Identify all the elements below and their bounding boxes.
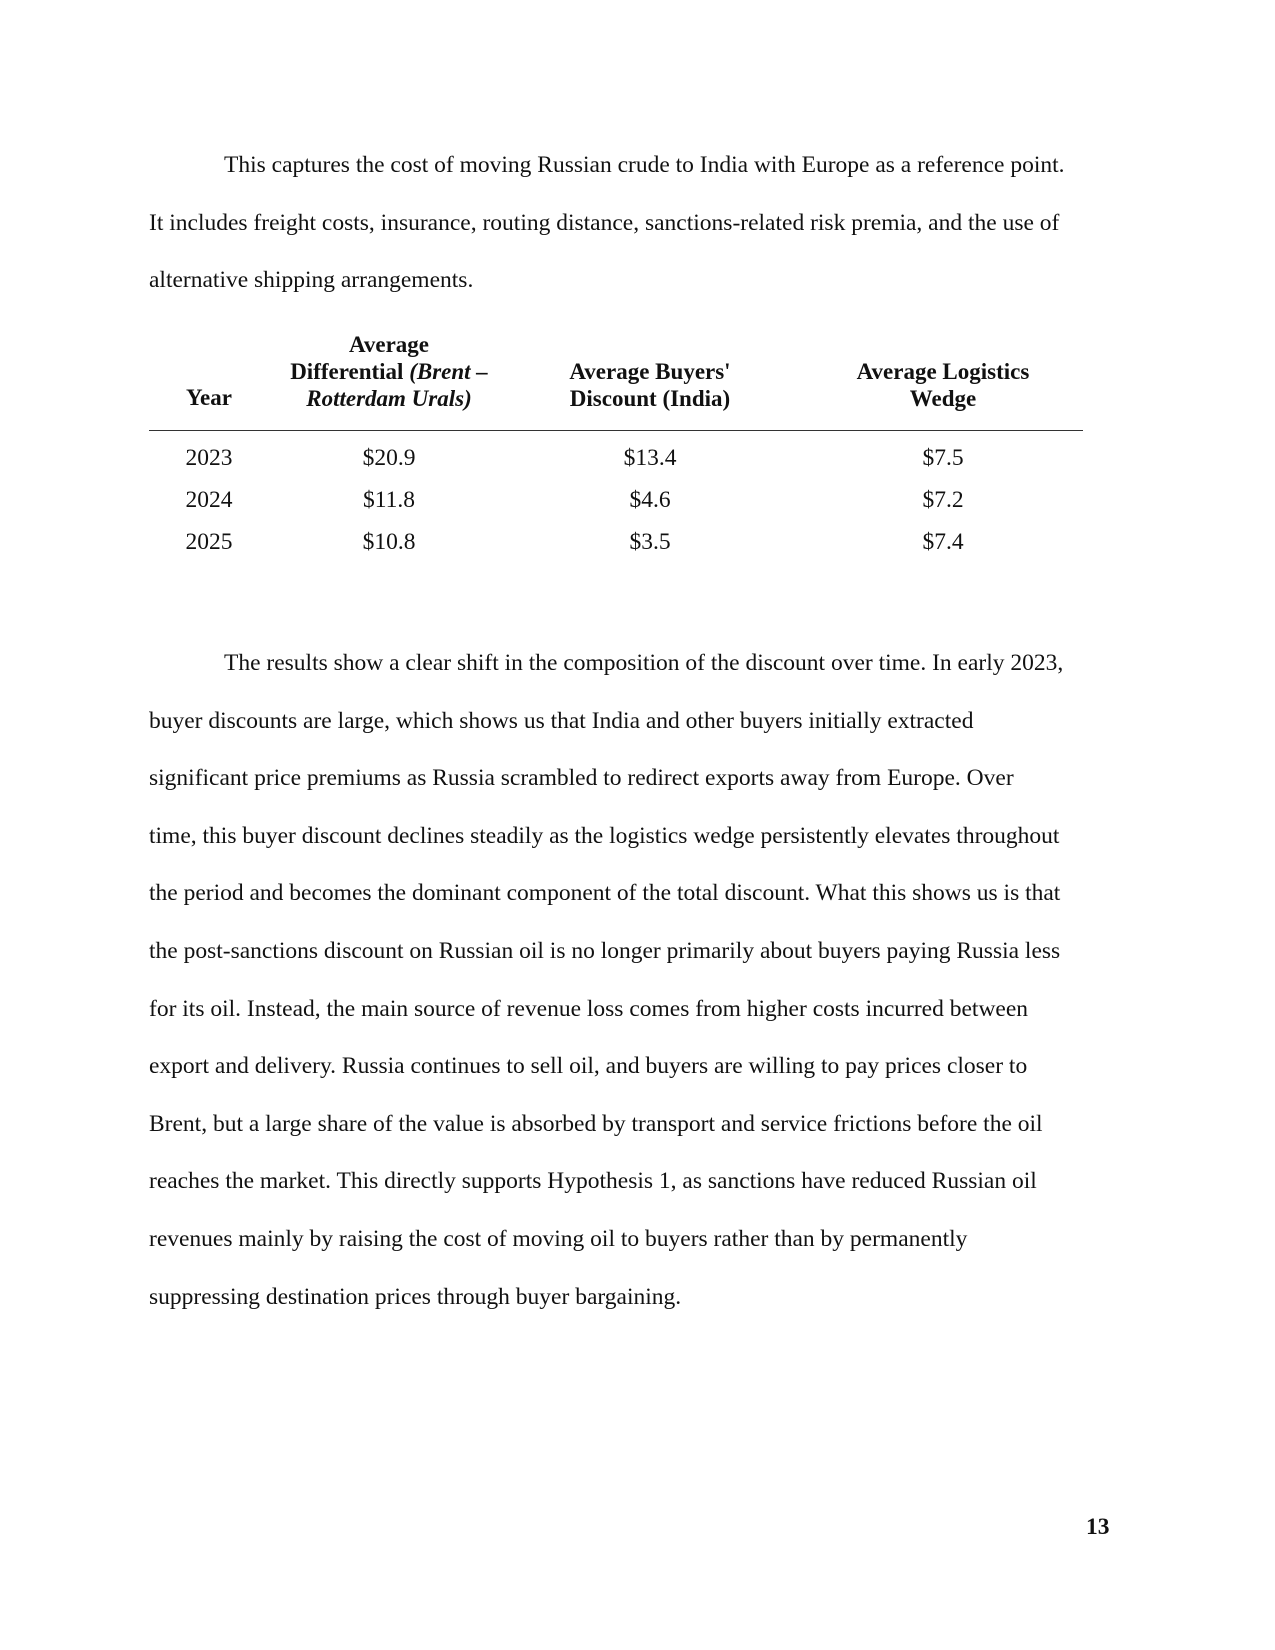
table-cell-year: 2025 — [185, 529, 233, 555]
paragraph-line: buyer discounts are large, which shows us that India and other buyers initially extracted — [149, 707, 974, 734]
paragraph-line: reaches the market. This directly supports Hypothesis 1, as sanctions have reduced Russian oil — [149, 1168, 1037, 1195]
table-cell-buyers-discount: $4.6 — [629, 487, 671, 513]
table-cell-buyers-discount: $3.5 — [629, 529, 671, 555]
table-cell-logistics-wedge: $7.5 — [922, 445, 964, 471]
table-cell-logistics-wedge: $7.2 — [922, 487, 964, 513]
results-paragraph — [149, 635, 1129, 1326]
paragraph-line: The results show a clear shift in the composition of the discount over time. In early 2023, — [224, 650, 1064, 676]
table-cell-differential: $11.8 — [362, 487, 415, 513]
page-number: 13 — [1086, 1514, 1110, 1540]
paragraph-line: suppressing destination prices through buyer bargaining. — [149, 1283, 682, 1310]
header-average-logistics-wedge: Average Logistics Wedge — [856, 359, 1030, 411]
paragraph-line: for its oil. Instead, the main source of revenue loss comes from higher costs incurred between — [149, 995, 1029, 1022]
paragraph-line: It includes freight costs, insurance, routing distance, sanctions-related risk premia, and the use of — [149, 209, 1060, 236]
table-cell-logistics-wedge: $7.4 — [922, 529, 964, 555]
paragraph-line: time, this buyer discount declines steadily as the logistics wedge persistently elevates throughout — [149, 822, 1060, 849]
paragraph-line: the period and becomes the dominant component of the total discount. What this shows us is that — [149, 880, 1061, 907]
header-average-buyers-discount: Average Buyers' Discount (India) — [569, 359, 731, 411]
paragraph-line: Brent, but a large share of the value is absorbed by transport and service frictions before the oil — [149, 1110, 1043, 1137]
table-header-rule — [149, 430, 1083, 431]
discount-decomposition-table — [149, 332, 1083, 640]
table-cell-year: 2023 — [185, 445, 233, 471]
table-cell-differential: $10.8 — [362, 529, 416, 555]
paragraph-line: export and delivery. Russia continues to sell oil, and buyers are willing to pay prices closer to — [149, 1053, 1028, 1080]
paragraph-line: alternative shipping arrangements. — [149, 267, 474, 294]
table-cell-year: 2024 — [185, 487, 233, 513]
paragraph-line: revenues mainly by raising the cost of moving oil to buyers rather than by permanently — [149, 1225, 968, 1252]
paragraph-line: significant price premiums as Russia scrambled to redirect exports away from Europe. Over — [149, 765, 1014, 792]
table-cell-buyers-discount: $13.4 — [623, 445, 677, 471]
header-average-differential: Average Differential (Brent – Rotterdam Urals) — [290, 332, 488, 411]
header-year: Year — [186, 385, 232, 410]
table-cell-differential: $20.9 — [362, 445, 416, 471]
paragraph-line: the post-sanctions discount on Russian oil is no longer primarily about buyers paying Russia less — [149, 937, 1061, 964]
paragraph-line: This captures the cost of moving Russian crude to India with Europe as a reference point. — [224, 152, 1065, 178]
intro-paragraph — [149, 137, 1129, 310]
